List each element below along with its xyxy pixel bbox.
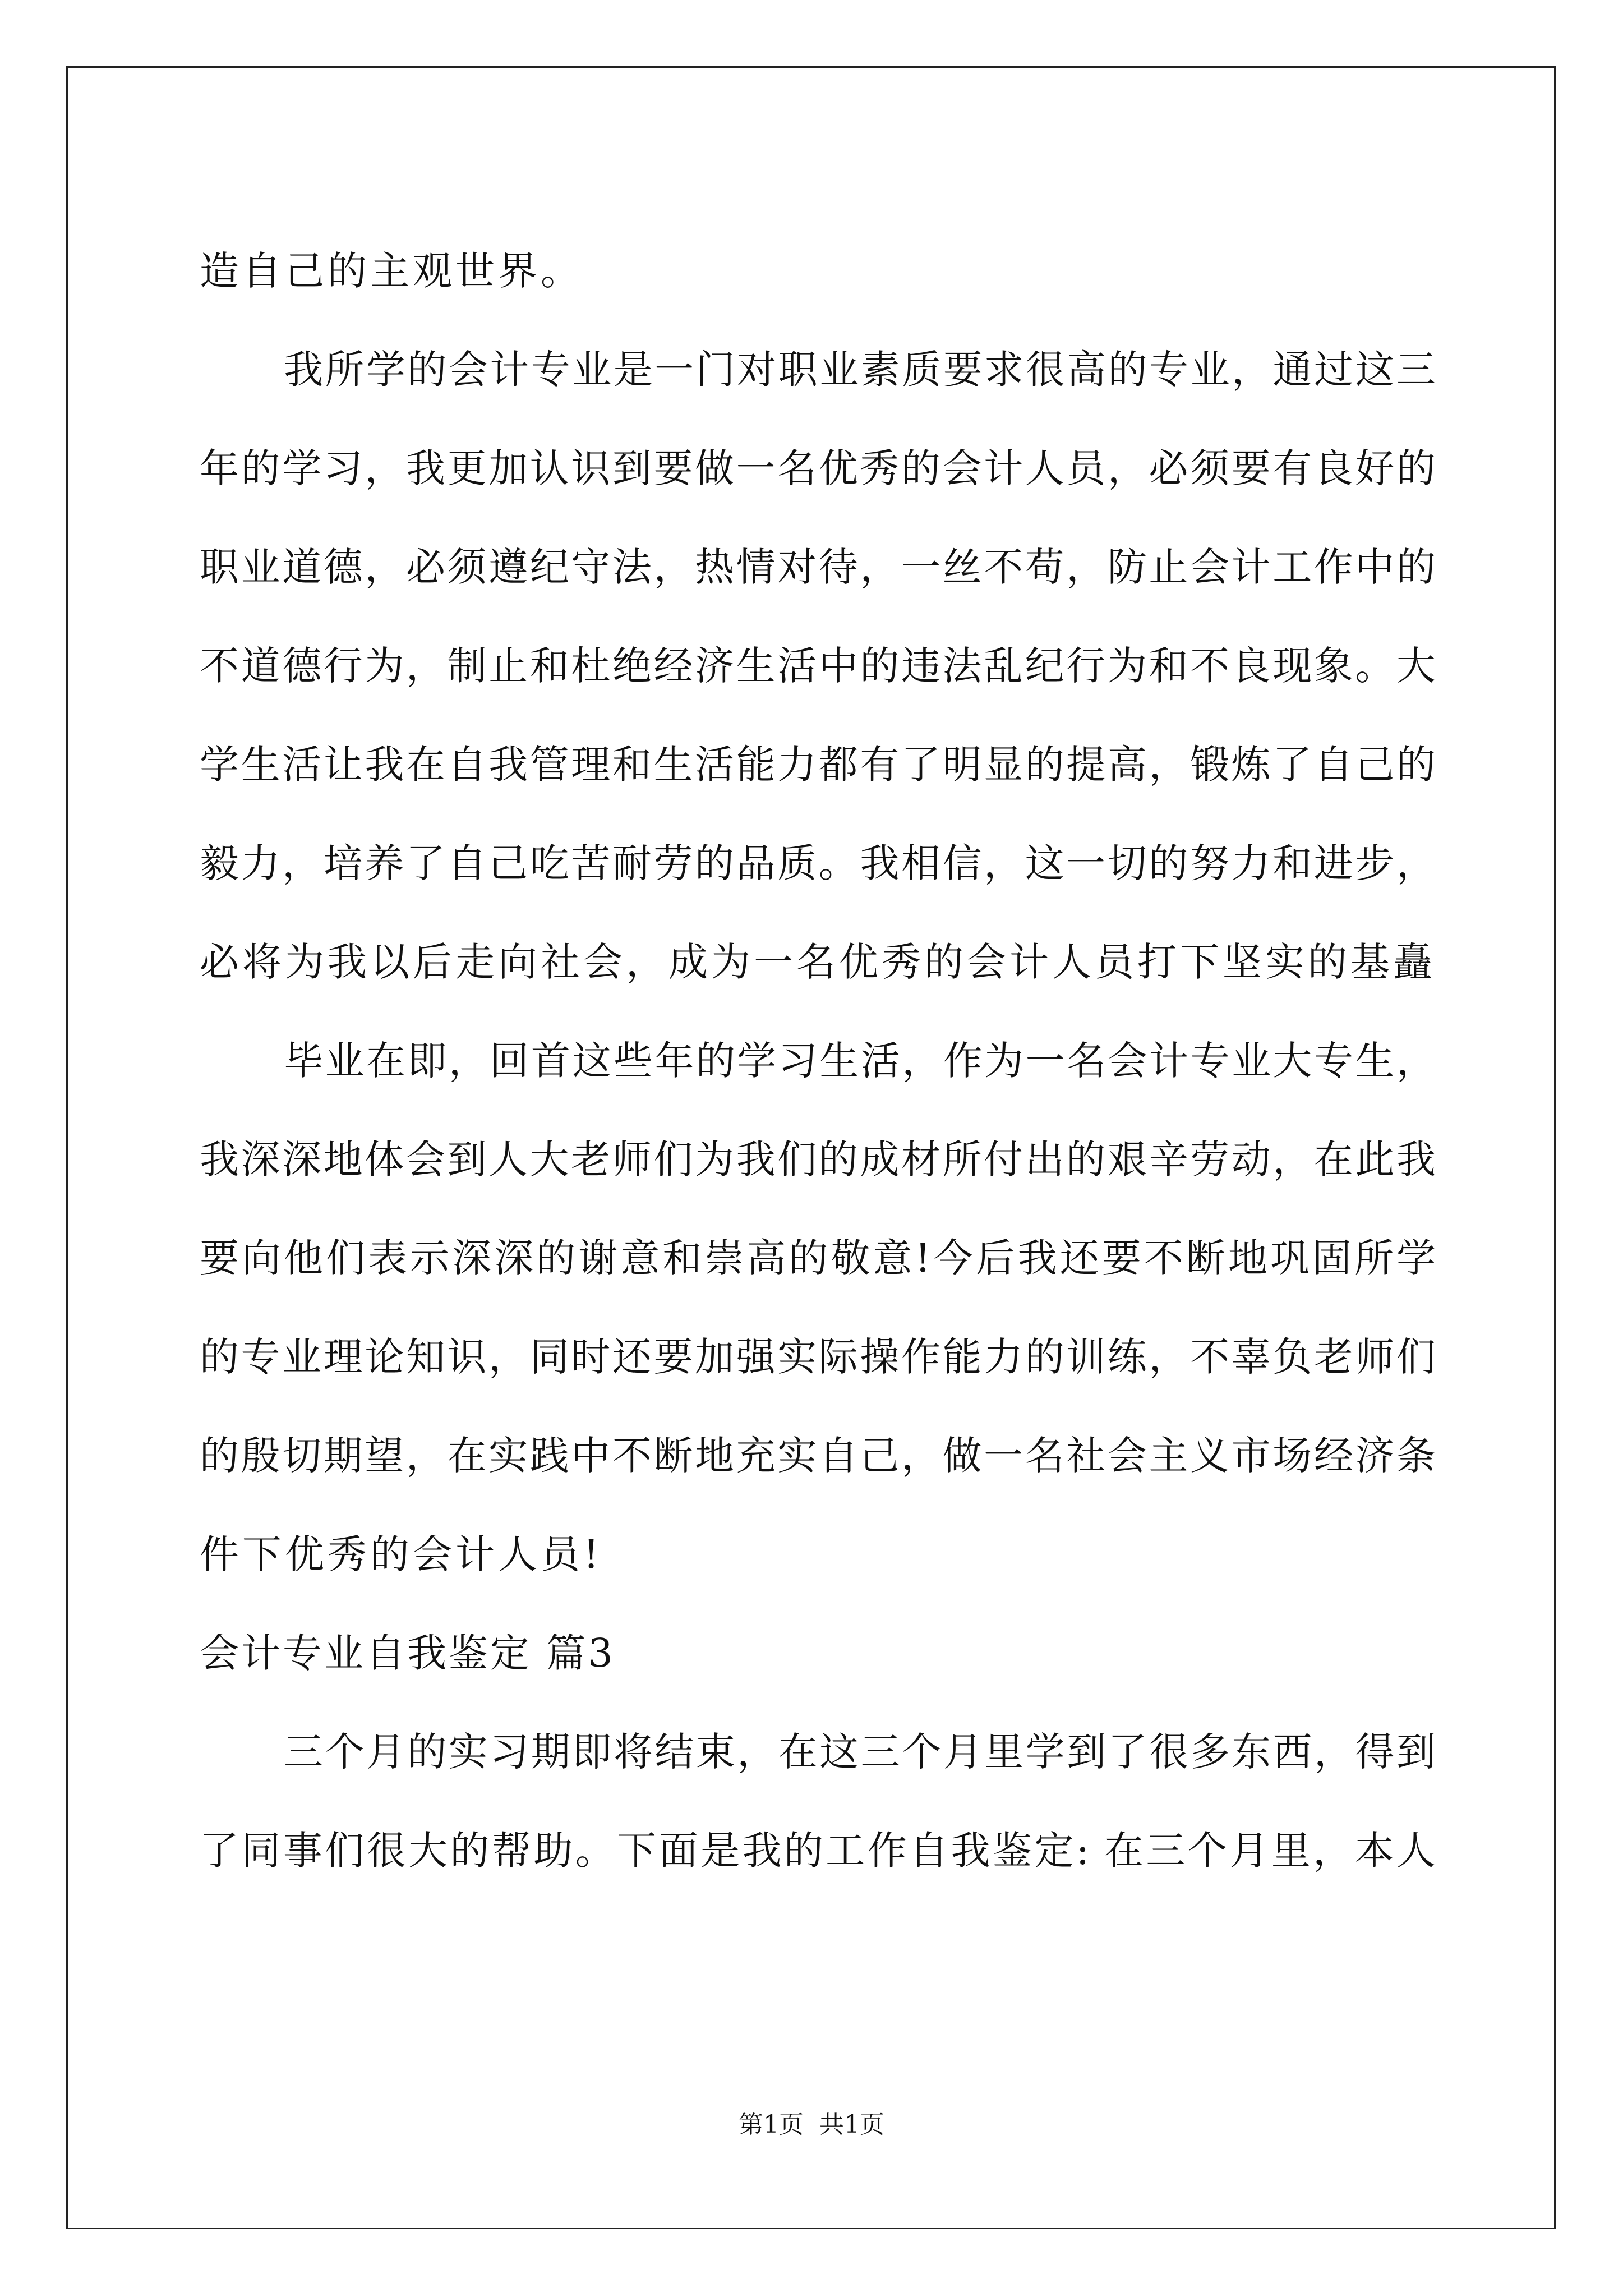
- text-line: 毅力，培养了自己吃苦耐劳的品质。我相信，这一切的努力和进步，: [200, 840, 1436, 886]
- text-line: 年的学习，我更加认识到要做一名优秀的会计人员，必须要有良好的: [200, 445, 1436, 491]
- text-line: 我所学的会计专业是一门对职业素质要求很高的专业，通过这三: [284, 347, 1436, 393]
- text-line: 要向他们表示深深的谢意和崇高的敬意!今后我还要不断地巩固所学: [200, 1235, 1436, 1281]
- document-body: [200, 222, 1436, 1900]
- text-line: 我深深地体会到人大老师们为我们的成材所付出的艰辛劳动，在此我: [200, 1137, 1436, 1182]
- text-line: 必将为我以后走向社会，成为一名优秀的会计人员打下坚实的基矗: [200, 939, 1436, 985]
- text-line: 件下优秀的会计人员!: [200, 1531, 603, 1577]
- section-heading: 会计专业自我鉴定 篇3: [200, 1630, 615, 1676]
- text-line: 三个月的实习期即将结束，在这三个月里学到了很多东西，得到: [284, 1729, 1436, 1775]
- text-line: 不道德行为，制止和杜绝经济生活中的违法乱纪行为和不良现象。大: [200, 643, 1436, 689]
- text-line: 职业道德，必须遵纪守法，热情对待，一丝不苟，防止会计工作中的: [200, 544, 1436, 590]
- text-line: 的殷切期望，在实践中不断地充实自己，做一名社会主义市场经济条: [200, 1433, 1436, 1479]
- page-number-footer: 第1页 共1页: [739, 2110, 884, 2139]
- text-line: 学生活让我在自我管理和生活能力都有了明显的提高，锻炼了自己的: [200, 742, 1436, 788]
- text-line: 造自己的主观世界。: [200, 248, 583, 294]
- text-line: 了同事们很大的帮助。下面是我的工作自我鉴定: 在三个月里，本人: [200, 1828, 1436, 1874]
- text-line: 毕业在即，回首这些年的学习生活，作为一名会计专业大专生，: [284, 1038, 1436, 1084]
- text-line: 的专业理论知识，同时还要加强实际操作能力的训练，不辜负老师们: [200, 1334, 1436, 1380]
